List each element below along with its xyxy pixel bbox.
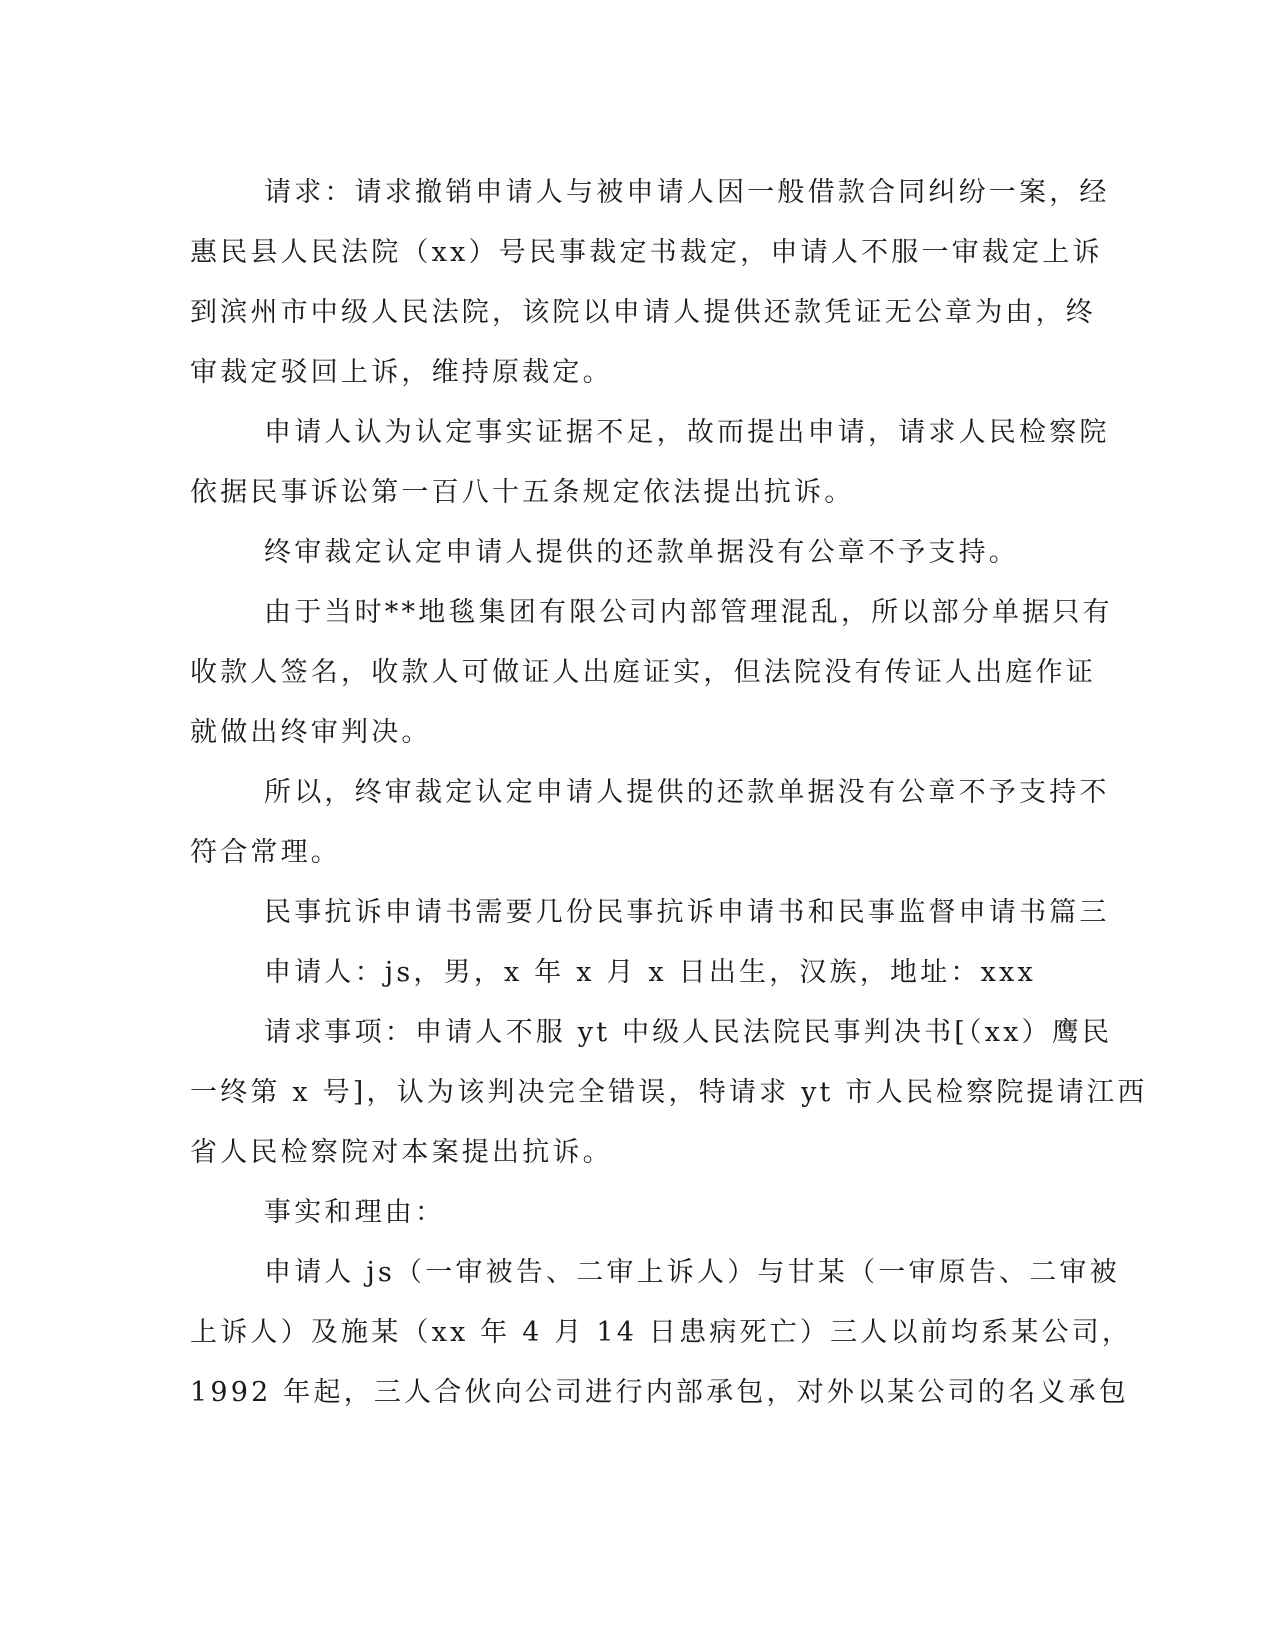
text-line: 请求事项：申请人不服 yt 中级人民法院民事判决书[（xx）鹰民 bbox=[264, 1017, 1113, 1048]
text-line: 1992 年起，三人合伙向公司进行内部承包，对外以某公司的名义承包 bbox=[190, 1377, 1129, 1408]
text-line: 省人民检察院对本案提出抗诉。 bbox=[190, 1137, 613, 1168]
text-line: 收款人签名，收款人可做证人出庭证实，但法院没有传证人出庭作证 bbox=[190, 657, 1096, 688]
document-body bbox=[190, 163, 1148, 1423]
paragraph-insufficient-evidence bbox=[190, 403, 1110, 523]
text-line: 申请人 js（一审被告、二审上诉人）与甘某（一审原告、二审被 bbox=[264, 1257, 1120, 1288]
text-line: 审裁定驳回上诉，维持原裁定。 bbox=[190, 357, 613, 388]
text-line: 由于当时**地毯集团有限公司内部管理混乱，所以部分单据只有 bbox=[264, 597, 1113, 628]
text-line: 惠民县人民法院（xx）号民事裁定书裁定，申请人不服一审裁定上诉 bbox=[190, 237, 1103, 268]
paragraph-request-items bbox=[190, 1003, 1148, 1183]
text-line: 申请人：js，男，x 年 x 月 x 日出生，汉族，地址：xxx bbox=[264, 957, 1036, 988]
text-line: 申请人认为认定事实证据不足，故而提出申请，请求人民检察院 bbox=[264, 417, 1110, 448]
paragraph-final-ruling bbox=[190, 523, 1080, 583]
text-line: 一终第 x 号]，认为该判决完全错误，特请求 yt 市人民检察院提请江西 bbox=[190, 1077, 1148, 1108]
paragraph-conclusion bbox=[190, 763, 1110, 883]
paragraph-section-heading bbox=[190, 883, 1110, 943]
text-line: 民事抗诉申请书需要几份民事抗诉申请书和民事监督申请书篇三 bbox=[264, 897, 1110, 928]
text-line: 符合常理。 bbox=[190, 837, 341, 868]
text-line: 请求：请求撤销申请人与被申请人因一般借款合同纠纷一案，经 bbox=[264, 177, 1110, 208]
paragraph-facts bbox=[190, 1243, 1133, 1423]
text-line: 所以，终审裁定认定申请人提供的还款单据没有公章不予支持不 bbox=[264, 777, 1110, 808]
text-line: 到滨州市中级人民法院，该院以申请人提供还款凭证无公章为由，终 bbox=[190, 297, 1096, 328]
text-line: 事实和理由： bbox=[264, 1197, 446, 1228]
text-line: 上诉人）及施某（xx 年 4 月 14 日患病死亡）三人以前均系某公司， bbox=[190, 1317, 1133, 1348]
text-line: 依据民事诉讼第一百八十五条规定依法提出抗诉。 bbox=[190, 477, 855, 508]
paragraph-facts-heading bbox=[190, 1183, 1080, 1243]
text-line: 终审裁定认定申请人提供的还款单据没有公章不予支持。 bbox=[264, 537, 1019, 568]
paragraph-request bbox=[190, 163, 1110, 403]
text-line: 就做出终审判决。 bbox=[190, 717, 432, 748]
paragraph-management-chaos bbox=[190, 583, 1113, 763]
paragraph-applicant bbox=[190, 943, 1080, 1003]
